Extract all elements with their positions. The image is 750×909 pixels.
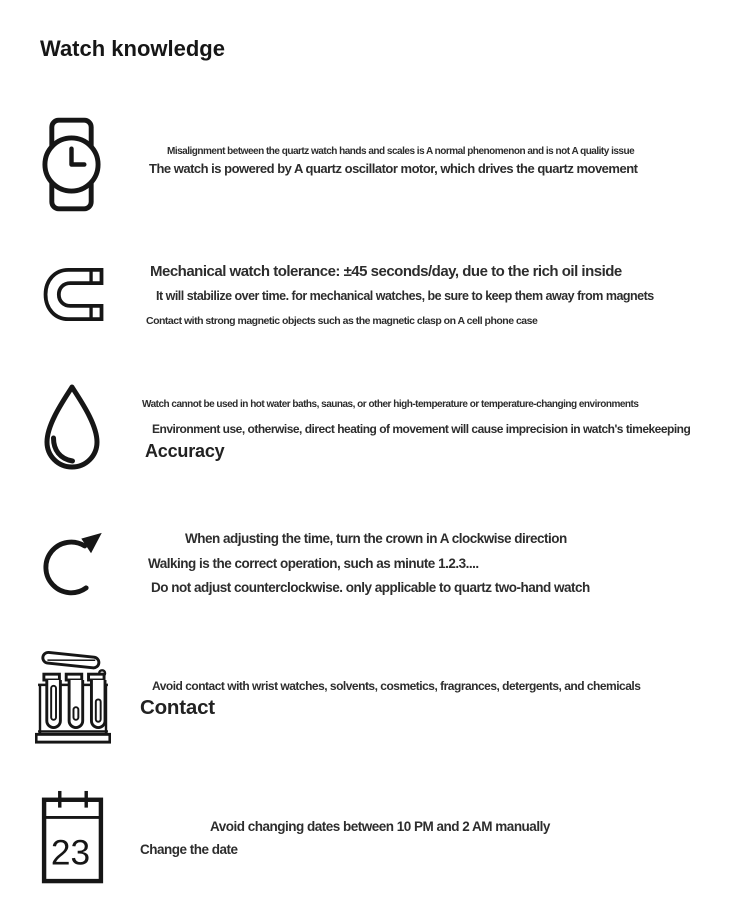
test-tubes-icon xyxy=(35,647,111,746)
calendar-day-number: 23 xyxy=(50,833,91,873)
water-drop-icon xyxy=(40,383,104,471)
walking-line: Walking is the correct operation, such as minute 1.2.3.... xyxy=(148,556,479,571)
clockwise-arrow-icon xyxy=(42,526,105,602)
crown-clockwise-line: When adjusting the time, turn the crown in A clockwise direction xyxy=(185,531,567,546)
accuracy-heading: Accuracy xyxy=(145,441,225,461)
calendar-icon xyxy=(40,789,105,885)
watch-icon xyxy=(40,117,103,212)
counterclockwise-line: Do not adjust counterclockwise. only applicable to quartz two-hand watch xyxy=(151,580,590,595)
quartz-note-line: Misalignment between the quartz watch hands and scales is A normal phenomenon and is not A quality issue xyxy=(167,146,635,157)
stabilize-line: It will stabilize over time. for mechanical watches, be sure to keep them away from magnets xyxy=(156,289,654,303)
change-date-heading: Change the date xyxy=(140,842,238,857)
environment-line: Environment use, otherwise, direct heating of movement will cause imprecision in watch's timekeeping xyxy=(152,422,691,436)
avoid-date-change-line: Avoid changing dates between 10 PM and 2 AM manually xyxy=(210,819,550,834)
quartz-main-line: The watch is powered by A quartz oscillator motor, which drives the quartz movement xyxy=(149,161,638,176)
tolerance-line: Mechanical watch tolerance: ±45 seconds/day, due to the rich oil inside xyxy=(150,263,622,280)
magnet-icon xyxy=(42,267,106,322)
magnet-contact-line: Contact with strong magnetic objects such as the magnetic clasp on A cell phone case xyxy=(146,315,538,327)
avoid-chemicals-line: Avoid contact with wrist watches, solvents, cosmetics, fragrances, detergents, and chemicals xyxy=(152,679,641,693)
page-title: Watch knowledge xyxy=(40,36,225,61)
hot-water-line: Watch cannot be used in hot water baths, saunas, or other high-temperature or temperature-changing environments xyxy=(142,399,639,410)
contact-heading: Contact xyxy=(140,696,215,719)
